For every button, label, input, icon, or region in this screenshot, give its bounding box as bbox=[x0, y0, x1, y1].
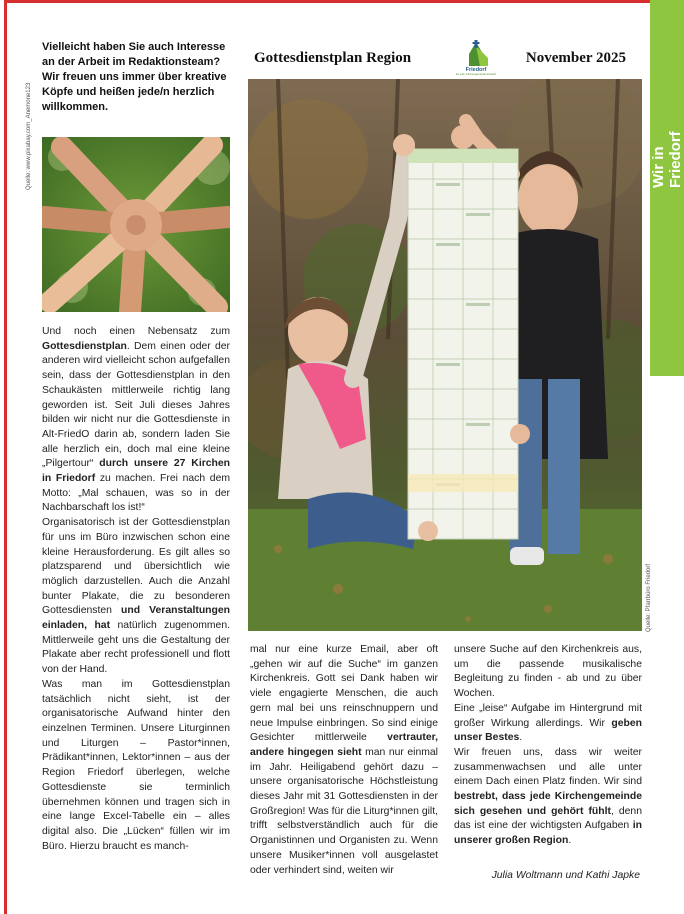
page-border-top bbox=[4, 0, 684, 3]
author-signature: Julia Woltmann und Kathi Japke bbox=[491, 870, 640, 881]
highlight-bestes: geben unser Bestes bbox=[454, 717, 642, 744]
intro-text: Vielleicht haben Sie auch Interesse an der Arbeit im Redaktionsteam? Wir freuen uns immer über kreative Köpfe und heißen jede/n herzlich willkommen. bbox=[42, 41, 227, 113]
article-paragraph-5: unsere Suche auf den Kirchenkreis aus, um die passende musikalische Begleitung zu finden - ab und zu über Wochen. bbox=[454, 644, 642, 700]
article-paragraph-3: Was man im Gottesdienstplan tatsächlich nicht sieht, ist der organisatorische Aufwand hinter den einzelnen Terminen. Unsere Liturginnen und Liturgen – Pastor*innen, Prädikant*innen, Lektor*innen – aus der Region Friedorf überlegen, welche Gottesdienste sie terminlich übernehmen können und tragen sich in eine lange Excel-Tabelle ein – alles digital also. Die „Lücken“ füllen wir im Büro. Hierzu braucht es manch- bbox=[42, 678, 230, 852]
hands-photo bbox=[42, 137, 230, 312]
highlight-vertrauter: vertrauter, andere hingegen sieht bbox=[250, 732, 438, 758]
article-column-1 bbox=[42, 325, 230, 854]
article-paragraph-7 bbox=[454, 746, 642, 849]
text-run: man nur einmal im Jahr. Heiligabend gehört dazu – unsere organisatorische Höchstleistung dieses Jahr mit 31 Gottesdiensten in der Großregion! Was für die Liturg*innen gilt, trifft selbstverständlich auch für die Organistinnen und Organisten zu. Wenn unsere Musiker*innen voll ausgelastet oder verhindert sind, weiten wir bbox=[250, 746, 438, 876]
hands-photo-credit: Quelle: www.pixabay.com_Anemone123 bbox=[26, 82, 32, 190]
photo-credit: Quelle: Pfarrbüro Friedorf bbox=[646, 563, 652, 632]
text-run: natürlich zugenommen. Mittlerweile geht uns die Gestaltung der Plakate aber recht professionell und flott von der Hand. bbox=[42, 620, 230, 676]
text-run: . bbox=[519, 732, 523, 744]
section-tab-label: Wir in Friedorf bbox=[650, 131, 684, 188]
section-tab bbox=[650, 0, 684, 376]
highlight-region: in unserer großen Region bbox=[454, 820, 642, 847]
church-logo-graphic bbox=[456, 40, 496, 76]
logo-wordmark: Friedorf bbox=[465, 67, 487, 73]
text-run: Und noch einen Nebensatz zum bbox=[42, 326, 230, 337]
article-paragraph-2 bbox=[42, 516, 230, 678]
page-border-left bbox=[4, 0, 7, 914]
text-run: . Dem einen oder der anderen wird vielleicht schon aufgefallen sein, dass der Gottesdienstplan in den Schaukästen mittlerweile richtig lang geworden ist. Seit Juli dieses Jahres bilden wir nicht nur die Gottesdienste in Alt-FriedO darin ab, sondern laden Sie alle herzlich ein, doch mal eine kleine „Pilgertour“ bbox=[42, 340, 230, 470]
header-title: Gottesdienstplan Region bbox=[254, 50, 412, 66]
highlight-bestrebt: bestrebt, dass jede Kirchengemeinde sich gesehen und gehört fühlt bbox=[454, 791, 642, 817]
plan-header bbox=[251, 40, 644, 76]
text-run: zu machen. Frei nach dem Motto: „Mal schauen, was so in der Nachbarschaft los ist!“ bbox=[42, 473, 231, 514]
church-logo bbox=[456, 40, 496, 76]
article-paragraph-6 bbox=[454, 702, 642, 746]
article-column-3 bbox=[454, 643, 642, 849]
article-column-2 bbox=[250, 643, 438, 878]
header-date: November 2025 bbox=[525, 50, 626, 66]
highlight-gottesdienstplan: Gottesdienstplan bbox=[42, 340, 127, 352]
team-photo bbox=[248, 79, 642, 631]
hands-photo-illustration bbox=[42, 137, 230, 312]
text-run: . bbox=[568, 835, 572, 847]
highlight-veranstaltungen: und Veranstaltungen einladen, hat bbox=[42, 605, 231, 632]
text-run: , denn das ist eine der wichtigsten Aufgaben bbox=[454, 805, 642, 832]
team-photo-illustration bbox=[248, 79, 642, 631]
article-paragraph-4 bbox=[250, 643, 438, 878]
logo-subtext: Ev.-luth. Kirchengemeinde Friedorf bbox=[456, 73, 496, 76]
text-run: Eine „leise“ Aufgabe im Hintergrund mit großer Wirkung allerdings. Wir bbox=[454, 702, 642, 729]
text-run: Organisatorisch ist der Gottesdienstplan für uns im Büro inzwischen schon eine kleine Herausforderung. Es gilt alles so platzsparend und übersichtlich wie möglich darzustellen. Auch die Anzahl bunter Plakate, die zu besonderen Gottesdiensten bbox=[42, 517, 230, 617]
text-run: Wir freuen uns, dass wir weiter zusammenwachsen und alle unter einem Dach einen Platz finden. Wir sind bbox=[454, 746, 642, 788]
article-paragraph-1 bbox=[42, 325, 230, 516]
highlight-27-kirchen: durch unsere 27 Kirchen in Friedorf bbox=[42, 458, 230, 485]
text-run: mal nur eine kurze Email, aber oft „gehen wir auf die Suche“ im ganzen Kirchenkreis. Gott sei Dank haben wir viele engagierte Menschen, die auch gern mal bei uns reinschnuppern und neue Impulse einbringen. So sind einige Gesichter mittlerweile bbox=[250, 644, 438, 744]
plan-banner bbox=[408, 149, 518, 539]
